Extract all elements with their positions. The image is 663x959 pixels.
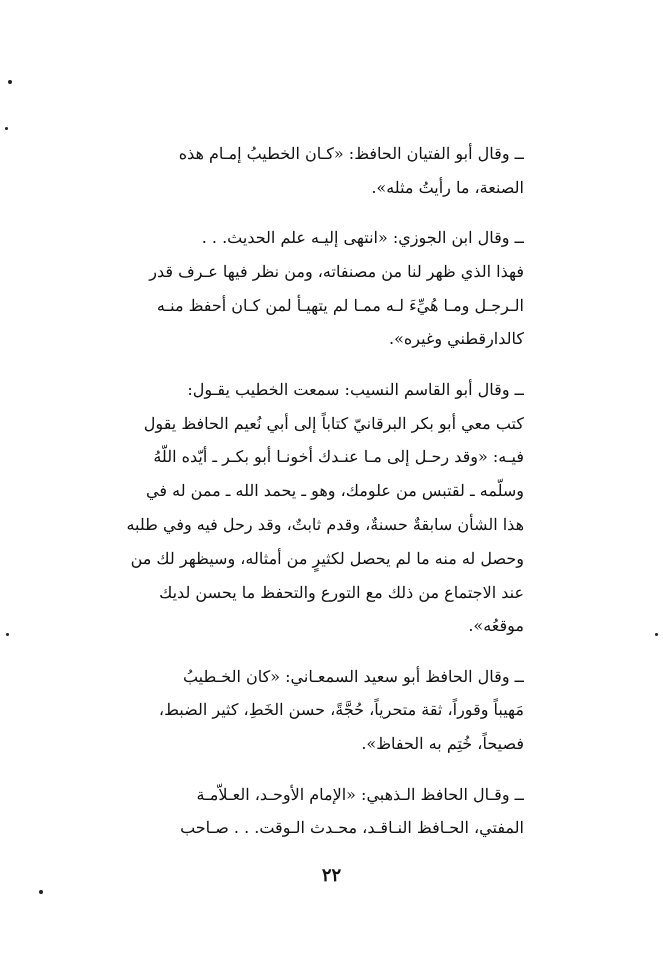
margin-speck [5, 127, 8, 130]
paragraph-al-dhahabi [88, 778, 524, 846]
margin-speck [8, 80, 12, 84]
text-line: كالدارقطني وغيره». [389, 329, 524, 349]
text-line: موقعُه». [468, 616, 524, 636]
text-line: ــ وقال ابن الجوزي: «انتهى إليـه علم الحديث. . . [201, 228, 524, 248]
paragraph-abu-al-qasim [88, 373, 524, 643]
text-line: ــ وقال أبو القاسم النسيب: سمعت الخطيب يقـول: [187, 379, 524, 399]
paragraph-al-samani [88, 660, 524, 761]
page-number: ٢٢ [321, 865, 342, 886]
paragraph-ibn-al-jawzi [88, 221, 524, 356]
text-line: ــ وقـال الحافظ الـذهبي: «الإمام الأوحـد، العـلاّمـة [196, 784, 524, 804]
text-line: كتب معي أبو بكر البرقانيّ كتاباً إلى أبي نُعيم الحافظ يقول [143, 413, 524, 433]
text-line: مَهيباً وقوراً، ثقة متحرياً، حُجَّةً، حسن الخَطِ، كثير الضبط، [158, 700, 524, 720]
margin-speck [655, 633, 658, 636]
body-text [88, 137, 524, 845]
paragraph-abu-al-fityan [88, 137, 524, 205]
margin-speck [39, 890, 43, 894]
text-line: فيـه: «وقد رحـل إلى مـا عنـدك أخونـا أبو بكـر ـ أيّده اللّهُ [153, 447, 524, 467]
text-line: المفتي، الحـافظ النـاقـد، محـدث الـوقت. . . صـاحب [180, 818, 524, 838]
text-line: ــ وقال أبو الفتيان الحافظ: «كـان الخطيبُ إمـام هذه [178, 144, 524, 163]
text-line: الـرجـل ومـا هُيِّءَ لـه ممـا لم يتهيـأ لمن كـان أحفظ منـه [156, 295, 524, 315]
text-line: وسلّمه ـ لقتبس من علومك، وهو ـ يحمد الله ـ ممن له في [146, 481, 524, 501]
text-line: فهذا الذي ظهر لنا من مصنفاته، ومن نظر فيها عـرف قدر [149, 261, 524, 281]
text-line: هذا الشأن سابقةٌ حسنةٌ، وقدم ثابتٌ، وقد رحل فيه وفي طلبه [126, 514, 524, 534]
text-line: الصنعة، ما رأيتُ مثله». [371, 177, 524, 197]
margin-speck [6, 633, 9, 636]
text-line: وحصل له منه ما لم يحصل لكثيرٍ من أمثاله، وسيظهر لك من [130, 548, 524, 568]
text-line: عند الاجتماع من ذلك مع التورع والتحفظ ما يحسن لديك [159, 582, 524, 602]
text-line: ــ وقال الحافظ أبو سعيد السمعـاني: «كان الخـطيبُ [182, 666, 524, 686]
text-line: فصيحاً، خُتِم به الحفاظ». [361, 734, 524, 754]
